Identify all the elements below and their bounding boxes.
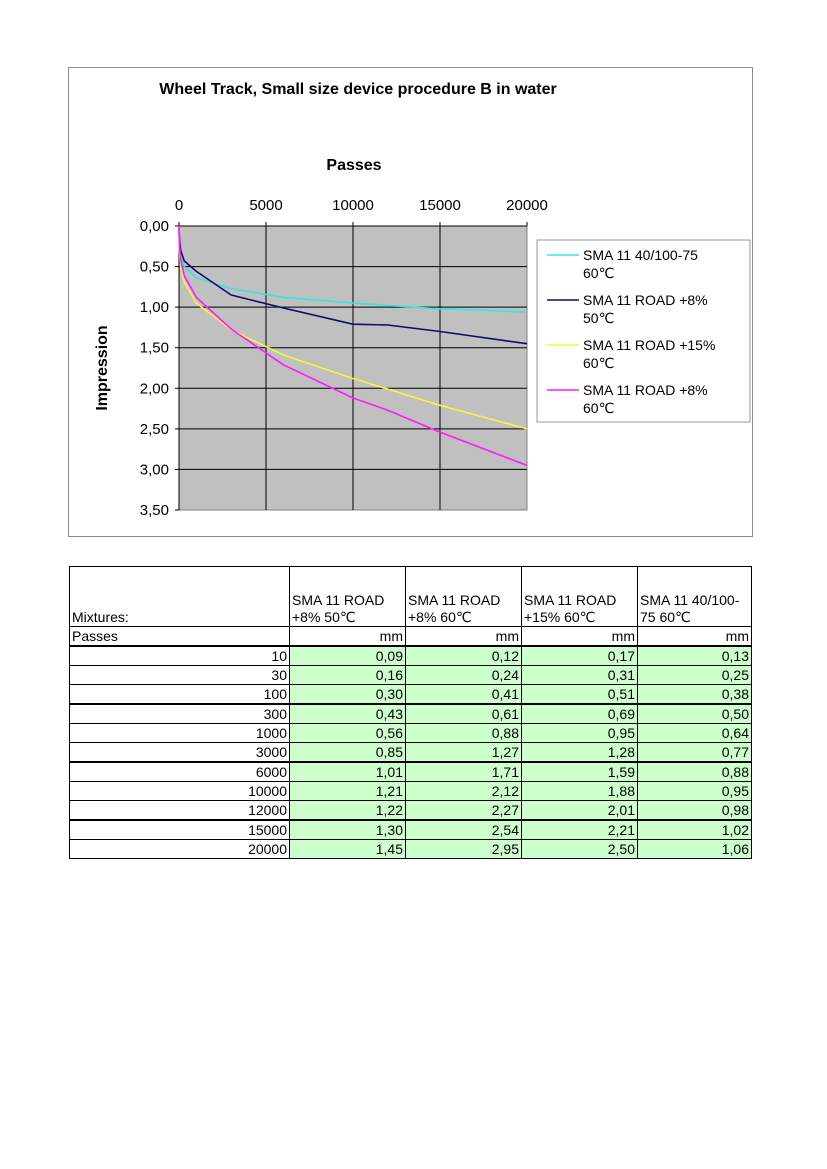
mixture-header-line: SMA 11 40/100- — [640, 592, 740, 608]
impression-value-cell: 2,54 — [406, 820, 522, 840]
impression-value-cell: 1,59 — [522, 762, 638, 782]
unit-cell: mm — [638, 627, 752, 647]
passes-cell: 20000 — [70, 840, 290, 859]
impression-value-cell: 2,95 — [406, 840, 522, 859]
impression-value-cell: 1,06 — [638, 840, 752, 859]
x-axis-title: Passes — [326, 157, 382, 174]
impression-value-cell: 2,50 — [522, 840, 638, 859]
mixture-column-header — [522, 567, 638, 627]
chart-title: Wheel Track, Small size device procedure B in water — [159, 81, 557, 98]
impression-value-cell: 1,88 — [522, 782, 638, 801]
impression-value-cell: 1,30 — [290, 820, 406, 840]
impression-value-cell: 0,88 — [406, 724, 522, 743]
x-tick-label: 15000 — [419, 197, 461, 214]
table-row — [70, 666, 752, 685]
passes-cell: 10000 — [70, 782, 290, 801]
x-tick-label: 10000 — [332, 197, 374, 214]
x-tick-label: 20000 — [506, 197, 548, 214]
impression-value-cell: 0,41 — [406, 685, 522, 705]
impression-value-cell: 0,12 — [406, 646, 522, 666]
table-header-row — [70, 567, 752, 627]
impression-value-cell: 0,64 — [638, 724, 752, 743]
impression-value-cell: 0,56 — [290, 724, 406, 743]
impression-value-cell: 0,13 — [638, 646, 752, 666]
table-row — [70, 801, 752, 821]
impression-value-cell: 0,51 — [522, 685, 638, 705]
passes-cell: 15000 — [70, 820, 290, 840]
legend-label: SMA 11 ROAD +15% — [583, 337, 716, 353]
impression-value-cell: 1,71 — [406, 762, 522, 782]
legend-label: SMA 11 ROAD +8% — [583, 382, 708, 398]
table-row — [70, 743, 752, 763]
y-tick-label: 3,00 — [139, 461, 169, 479]
impression-value-cell: 1,22 — [290, 801, 406, 821]
passes-cell: 6000 — [70, 762, 290, 782]
impression-value-cell: 2,27 — [406, 801, 522, 821]
passes-cell: 1000 — [70, 724, 290, 743]
unit-cell: mm — [406, 627, 522, 647]
impression-value-cell: 1,28 — [522, 743, 638, 763]
passes-cell: 300 — [70, 704, 290, 724]
mixture-header-line: SMA 11 ROAD — [292, 592, 385, 608]
impression-value-cell: 0,31 — [522, 666, 638, 685]
impression-value-cell: 0,98 — [638, 801, 752, 821]
mixture-header-line: 75 60℃ — [640, 609, 691, 625]
impression-value-cell: 0,95 — [638, 782, 752, 801]
table-row — [70, 685, 752, 705]
impression-value-cell: 0,95 — [522, 724, 638, 743]
y-tick-label: 1,00 — [139, 299, 169, 317]
table-row — [70, 724, 752, 743]
wheel-track-chart — [69, 68, 754, 538]
unit-cell: mm — [522, 627, 638, 647]
impression-value-cell: 1,45 — [290, 840, 406, 859]
impression-value-cell: 1,27 — [406, 743, 522, 763]
impression-value-cell: 0,16 — [290, 666, 406, 685]
x-tick-label: 0 — [174, 197, 184, 214]
legend-label: 50℃ — [583, 310, 615, 326]
impression-value-cell: 0,17 — [522, 646, 638, 666]
unit-cell: mm — [290, 627, 406, 647]
passes-cell: 3000 — [70, 743, 290, 763]
y-tick-label: 3,50 — [139, 502, 169, 519]
impression-value-cell: 2,01 — [522, 801, 638, 821]
legend-label: SMA 11 ROAD +8% — [583, 292, 708, 308]
impression-value-cell: 0,09 — [290, 646, 406, 666]
impression-value-cell: 0,24 — [406, 666, 522, 685]
mixture-column-header — [406, 567, 522, 627]
y-tick-label: 2,00 — [139, 380, 169, 398]
chart-frame — [68, 67, 753, 537]
impression-value-cell: 1,01 — [290, 762, 406, 782]
x-tick-label: 5000 — [249, 197, 283, 214]
impression-value-cell: 0,61 — [406, 704, 522, 724]
legend-label: SMA 11 40/100-75 — [583, 247, 698, 263]
impression-value-cell: 0,43 — [290, 704, 406, 724]
passes-cell: 30 — [70, 666, 290, 685]
passes-cell: 12000 — [70, 801, 290, 821]
table-row — [70, 820, 752, 840]
impression-value-cell: 2,21 — [522, 820, 638, 840]
mixtures-header: Mixtures: — [70, 567, 290, 627]
y-tick-label: 0,50 — [139, 258, 169, 276]
mixture-header-line: SMA 11 ROAD — [524, 592, 617, 608]
y-tick-label: 1,50 — [139, 339, 169, 357]
mixture-column-header — [290, 567, 406, 627]
mixture-header-line: +8% 60℃ — [408, 609, 472, 625]
passes-cell: 10 — [70, 646, 290, 666]
table-row — [70, 840, 752, 859]
impression-value-cell: 0,25 — [638, 666, 752, 685]
y-tick-label: 2,50 — [139, 420, 169, 438]
impression-value-cell: 2,12 — [406, 782, 522, 801]
legend-label: 60℃ — [583, 265, 615, 281]
legend-label: 60℃ — [583, 400, 615, 416]
mixture-header-line: +15% 60℃ — [524, 609, 596, 625]
impression-value-cell: 0,38 — [638, 685, 752, 705]
table-row — [70, 782, 752, 801]
y-axis-title: Impression — [94, 325, 111, 411]
mixture-header-line: SMA 11 ROAD — [408, 592, 501, 608]
impression-value-cell: 1,02 — [638, 820, 752, 840]
impression-value-cell: 0,88 — [638, 762, 752, 782]
impression-value-cell: 0,69 — [522, 704, 638, 724]
mixture-header-line: +8% 50℃ — [292, 609, 356, 625]
impression-value-cell: 1,21 — [290, 782, 406, 801]
impression-value-cell: 0,77 — [638, 743, 752, 763]
mixture-column-header — [638, 567, 752, 627]
table-row — [70, 762, 752, 782]
legend-label: 60℃ — [583, 355, 615, 371]
passes-cell: 100 — [70, 685, 290, 705]
impression-data-table — [69, 566, 752, 859]
impression-value-cell: 0,85 — [290, 743, 406, 763]
y-tick-label: 0,00 — [139, 218, 169, 235]
passes-label: Passes — [70, 627, 290, 647]
impression-value-cell: 0,50 — [638, 704, 752, 724]
impression-value-cell: 0,30 — [290, 685, 406, 705]
table-row — [70, 646, 752, 666]
table-row — [70, 704, 752, 724]
units-row — [70, 627, 752, 647]
